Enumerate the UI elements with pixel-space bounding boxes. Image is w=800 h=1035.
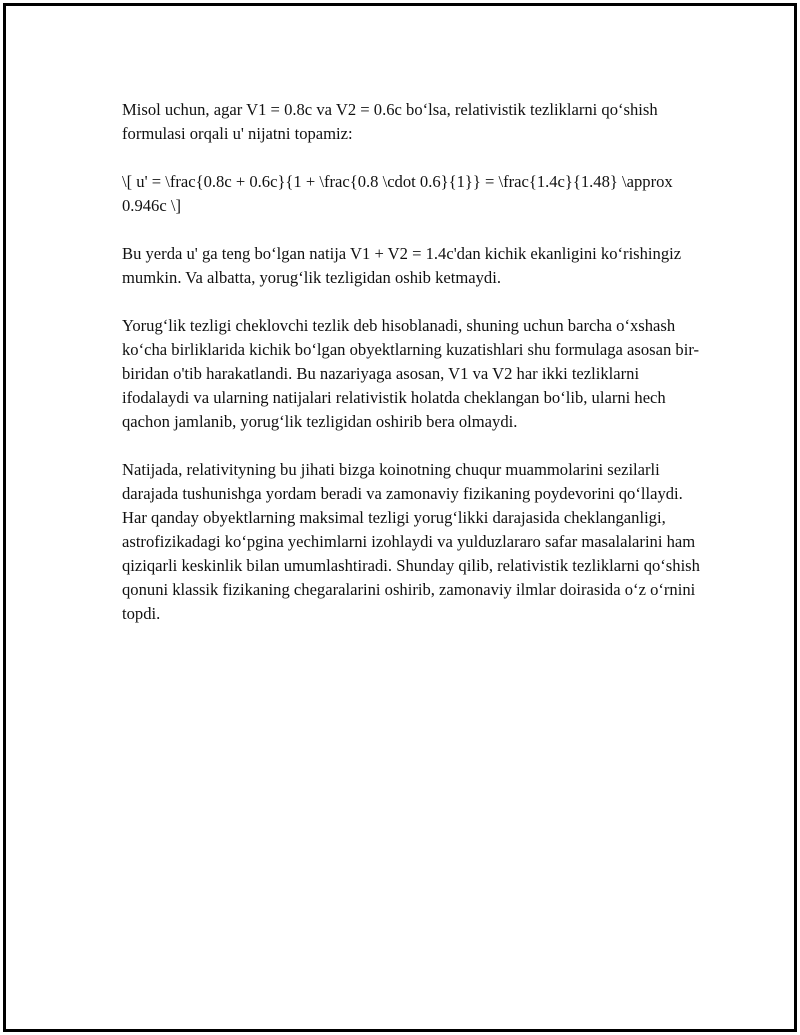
paragraph-light-speed-limit: Yorug‘lik tezligi cheklovchi tezlik deb hisoblanadi, shuning uchun barcha o‘xshash ko‘cha birliklarida kichik bo‘lgan obyektlarning kuzatishlari shu formulaga asosan bir-biridan o'tib harakatlandi. Bu nazariyaga asosan, V1 va V2 har ikki tezliklarni ifodalaydi va ularning natijalari relativistik holatda cheklangan bo‘lib, ularni hech qachon jamlanib, yorug‘lik tezligidan oshirib bera olmaydi. [122,316,700,431]
paragraph-example-intro: Misol uchun, agar V1 = 0.8c va V2 = 0.6c bo‘lsa, relativistik tezliklarni qo‘shish formulasi orqali u' nijatni topamiz: [122,100,658,143]
page-frame [3,3,797,1032]
paragraph-conclusion: Natijada, relativityning bu jihati bizga koinotning chuqur muammolarini sezilarli darajada tushunishga yordam beradi va zamonaviy fizikaning poydevorini qo‘llaydi. Har qanday obyektlarning maksimal tezligi yorug‘likki darajasida cheklanganligi, astrofizikadagi ko‘pgina yechimlarni izohlaydi va yulduzlararo safar masalalarini ham qiziqarli keskinlik bilan umumlashtiradi. Shunday qilib, relativistik tezliklarni qo‘shish qonuni klassik fizikaning chegaralarini oshirib, zamonaviy ilmlar doirasida o‘z o‘rnini topdi. [122,460,700,623]
paragraph-formula: \[ u' = \frac{0.8c + 0.6c}{1 + \frac{0.8 \cdot 0.6}{1}} = \frac{1.4c}{1.48} \approx 0.946c \] [122,172,673,215]
paragraph-result: Bu yerda u' ga teng bo‘lgan natija V1 + V2 = 1.4c'dan kichik ekanligini ko‘rishingiz mumkin. Va albatta, yorug‘lik tezligidan oshib ketmaydi. [122,244,682,287]
document-body [122,98,702,650]
